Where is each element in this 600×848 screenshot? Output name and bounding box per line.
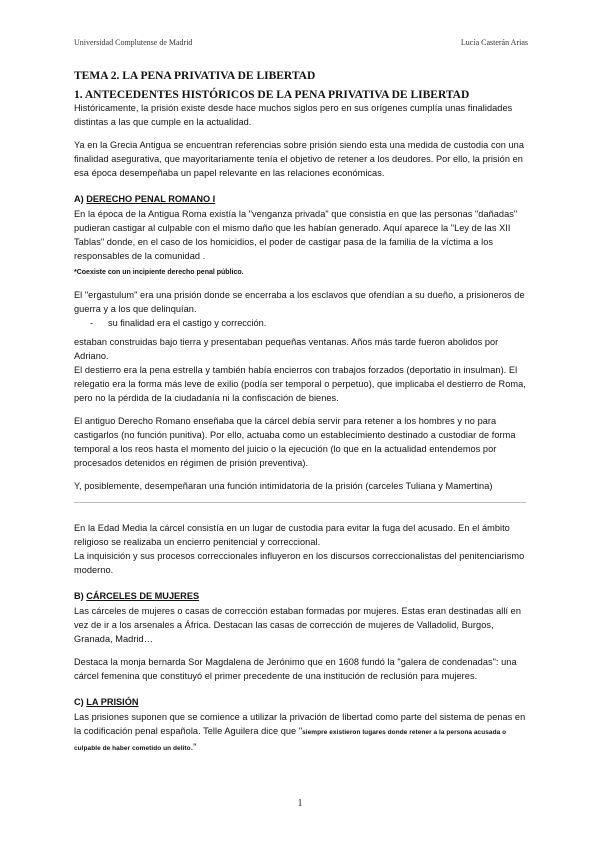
bullet-dash: - <box>90 318 94 328</box>
intro-paragraph-1: Históricamente, la prisión existe desde hace muchos siglos pero en sus orígenes cumplía unas finalidades distintas a las que cumple en la actualidad. <box>74 103 513 127</box>
intro-paragraph-2: Ya en la Grecia Antigua se encuentran referencias sobre prisión siendo esta una medida de custodia con una finalidad asegurativa, que mayoritariamente tenía el objetivo de retener a los deudores. Por ello, la prisión en esa época desempeñaba un papel relevante en las relaciones económicas. <box>74 140 524 178</box>
section-a-heading <box>74 194 526 204</box>
section-c-quote: siempre existieron lugares donde retener a la persona acusada o culpable de haber cometido un delito <box>74 729 507 752</box>
header-author: Lucía Casterán Arias <box>460 38 528 47</box>
section-a-paragraph-6: Y, posiblemente, desempeñaran una función intimidatoria de la prisión (carceles Tuliana y Mamertina) <box>74 481 493 491</box>
section-a-paragraph-3: estaban construidas bajo tierra y presentaban pequeñas ventanas. Años más tarde fueron abolidos por Adriano. <box>74 337 499 361</box>
section-a-note: *Coexiste con un incipiente derecho penal público. <box>74 269 244 276</box>
bullet-item <box>90 316 526 330</box>
section-c-prefix: C) <box>74 697 87 707</box>
section-c-title: LA PRISIÓN <box>86 697 139 707</box>
section-b-title: CÁRCELES DE MUJERES <box>86 591 200 601</box>
section-heading: 1. ANTECEDENTES HISTÓRICOS DE LA PENA PRIVATIVA DE LIBERTAD <box>74 89 470 101</box>
document-body <box>74 70 526 756</box>
section-c-text: Las prisiones suponen que se comience a utilizar la privación de libertad como parte del sistema de penas en la codificación penal española. Telle Aguilera dice que " <box>74 712 526 736</box>
section-b-prefix: B) <box>74 591 87 601</box>
section-b-paragraph-1: Las cárceles de mujeres o casas de corrección estaban formadas por mujeres. Estas eran destinadas allí en vez de ir a los arsenales a África. Destacan las casas de corrección de mujeres de Valladolid, Burgos, Granada, Madrid… <box>74 606 521 644</box>
section-a-paragraph-2: El "ergastulum" era una prisión donde se encerraba a los esclavos que ofendían a su dueño, a prisioneros de guerra y a los que delinquían. <box>74 290 525 314</box>
section-b-paragraph-2: Destaca la monja bernarda Sor Magdalena de Jerónimo que en 1608 fundó la "galera de condenadas": una cárcel femenina que constituyó el primer precedente de una institución de reclusión para mujeres. <box>74 657 517 681</box>
section-c-paragraph-1 <box>74 710 526 756</box>
document-title: TEMA 2. LA PENA PRIVATIVA DE LIBERTAD <box>74 70 316 82</box>
section-a-title: DERECHO PENAL ROMANO I <box>86 194 216 204</box>
section-a-paragraph-1: En la época de la Antigua Roma existía la "venganza privada" que consistía en que las personas "dañadas" pudieran castigar al culpable con el mismo daño que les habían generado. Aquí aparece la "Ley de las XII Tablas" donde, en el caso de los homicidios, el poder de castigar pasa de la familia de la víctima a los responsables de la comunidad . <box>74 209 518 261</box>
middle-ages-paragraph-2: La inquisición y sus procesos correccionales influyeron en los discursos correccionalistas del penitenciarismo moderno. <box>74 551 525 575</box>
header-institution: Universidad Complutense de Madrid <box>74 38 193 47</box>
middle-ages-paragraph-1: En la Edad Media la cárcel consistía en un lugar de custodia para evitar la fuga del acusado. En el ámbito religioso se realizaba un encierro penitencial y correccional. <box>74 523 510 547</box>
horizontal-divider <box>74 502 526 503</box>
section-c-heading <box>74 697 526 707</box>
section-b-heading <box>74 591 526 601</box>
section-c-text-end: ." <box>190 742 197 752</box>
page-number: 1 <box>297 798 303 809</box>
section-a-prefix: A) <box>74 194 87 204</box>
section-a-paragraph-4: El destierro era la pena estrella y también había encierros con trabajos forzados (deportatio in insulman). El relegatio era la forma más leve de exilio (podía ser temporal o perpetuo), que implicaba el destierro de Roma, pero no la pérdida de la ciudadanía ni la confiscación de bienes. <box>74 365 526 403</box>
section-a-paragraph-5: El antiguo Derecho Romano enseñaba que la cárcel debía servir para retener a los hombres y no para castigarlos (no función punitiva). Por ello, actuaba como un establecimiento destinado a custodiar de forma temporal a los reos hasta el momento del juicio o la ejecución (lo que en la actualidad entendemos por procesados detenidos en régimen de prisión preventiva). <box>74 416 516 468</box>
bullet-text: su finalidad era el castigo y corrección. <box>108 318 267 328</box>
